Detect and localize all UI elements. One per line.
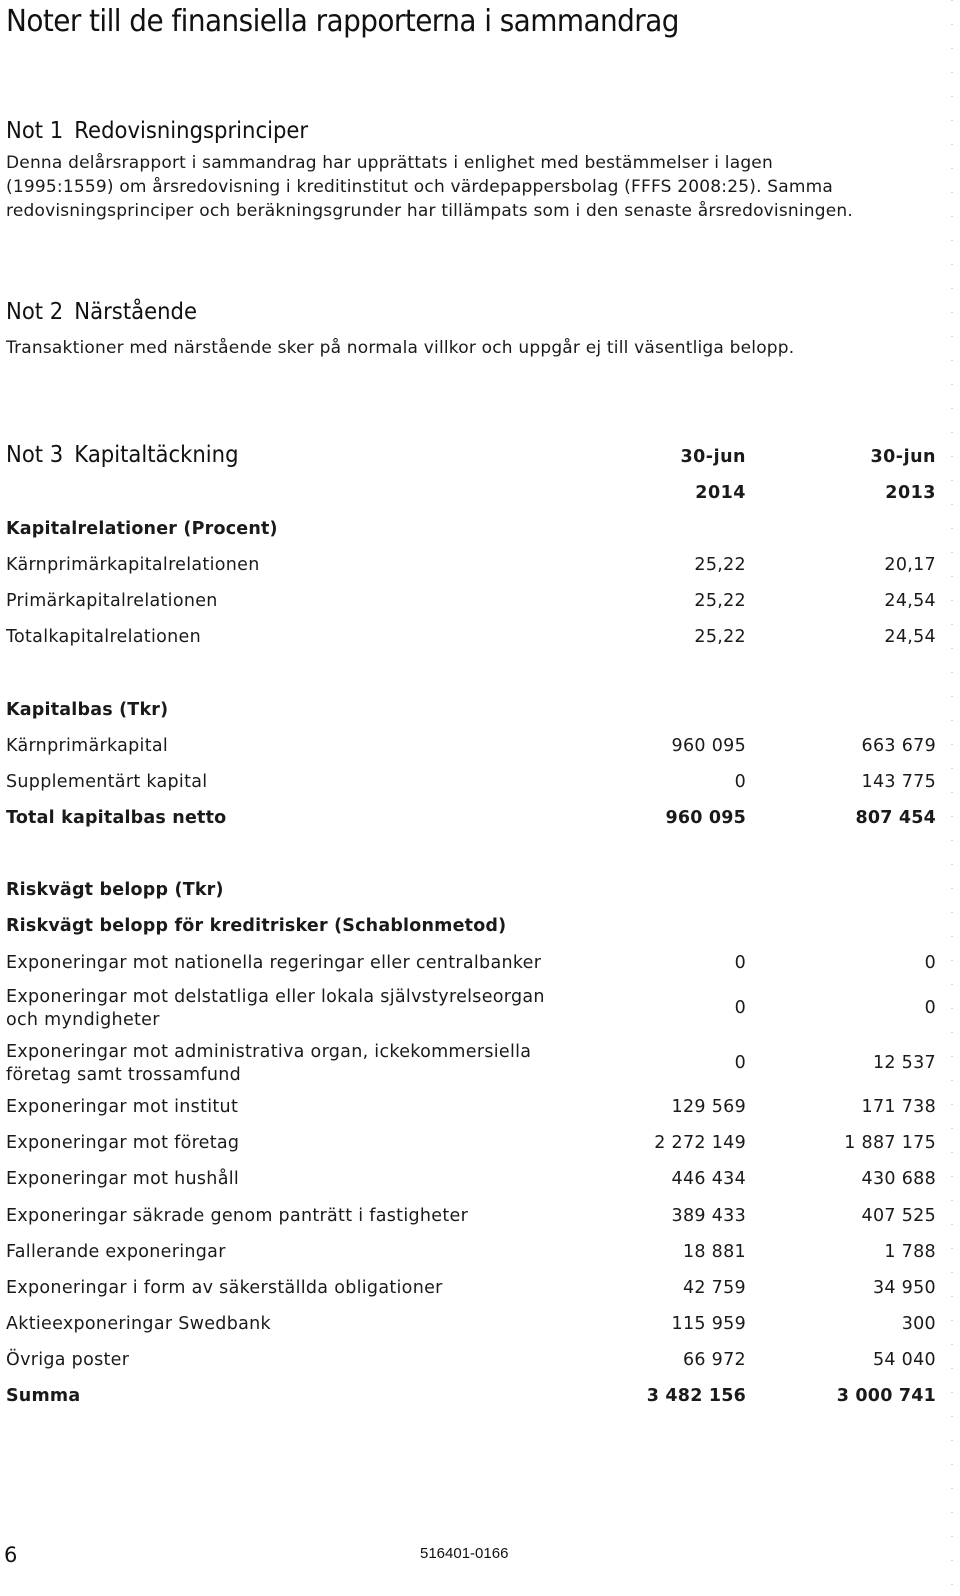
- table-row: [6, 986, 936, 1042]
- value-2013: 3 000 741: [836, 1386, 936, 1406]
- value-2013: 430 688: [861, 1169, 936, 1189]
- row-label: Supplementärt kapital: [6, 772, 208, 792]
- value-2014: 446 434: [671, 1169, 746, 1189]
- right-edge-dotted-line: [951, 0, 953, 1596]
- value-2013: 34 950: [872, 1278, 936, 1298]
- not1-line: Denna delårsrapport i sammandrag har upprättats i enlighet med bestämmelser i lagen: [6, 153, 773, 173]
- value-2013: 171 738: [861, 1097, 936, 1117]
- value-2013: 20,17: [884, 555, 936, 575]
- row-label: Exponeringar mot delstatliga eller lokala självstyrelseorgan och myndigheter: [6, 987, 545, 1030]
- row-label: Kärnprimärkapital: [6, 736, 169, 756]
- row-label: Exponeringar mot institut: [6, 1097, 239, 1117]
- ratios-heading: Kapitalrelationer (Procent): [6, 519, 278, 539]
- not1-line: (1995:1559) om årsredovisning i kreditinstitut och värdepappersbolag (FFFS 2008:25). Samma: [6, 177, 834, 197]
- row-label: Total kapitalbas netto: [6, 808, 227, 828]
- value-2013: 1 887 175: [844, 1133, 936, 1153]
- value-2013: 143 775: [861, 772, 936, 792]
- value-2013: 0: [924, 998, 936, 1018]
- row-label: Kärnprimärkapitalrelationen: [6, 555, 260, 575]
- table-row: [6, 1242, 936, 1278]
- value-2014: 3 482 156: [646, 1386, 746, 1406]
- value-2013: 12 537: [872, 1053, 936, 1073]
- table-row: [6, 1206, 936, 1242]
- not3-heading: [6, 442, 239, 468]
- col-2013-year: 2013: [885, 483, 936, 503]
- org-number: 516401-0166: [420, 1545, 509, 1562]
- value-2014: 0: [734, 1053, 746, 1073]
- value-2013: 1 788: [884, 1242, 936, 1262]
- value-2014: 66 972: [682, 1350, 746, 1370]
- value-2014: 129 569: [671, 1097, 746, 1117]
- table-row: [6, 555, 936, 591]
- base-heading: Kapitalbas (Tkr): [6, 700, 169, 720]
- row-label: Totalkapitalrelationen: [6, 627, 201, 647]
- value-2014: 0: [734, 772, 746, 792]
- table-row: [6, 1169, 936, 1205]
- row-label: Fallerande exponeringar: [6, 1242, 226, 1262]
- value-2014: 18 881: [682, 1242, 746, 1262]
- not2-heading: [6, 299, 197, 325]
- row-label: Övriga poster: [6, 1350, 130, 1370]
- value-2014: 115 959: [671, 1314, 746, 1334]
- value-2014: 960 095: [665, 808, 746, 828]
- table-row: [6, 1278, 936, 1314]
- row-label: Exponeringar mot nationella regeringar eller centralbanker: [6, 953, 542, 973]
- risk-heading: Riskvägt belopp (Tkr): [6, 880, 224, 900]
- value-2013: 24,54: [884, 627, 936, 647]
- row-label: Summa: [6, 1386, 81, 1406]
- not3-number: Not 3: [6, 442, 64, 468]
- value-2014: 0: [734, 953, 746, 973]
- base-total-row: [6, 808, 936, 844]
- not1-heading: [6, 118, 308, 144]
- not2-paragraph: Transaktioner med närstående sker på normala villkor och uppgår ej till väsentliga belopp.: [6, 338, 795, 358]
- row-label: Exponeringar mot hushåll: [6, 1169, 240, 1189]
- not1-number: Not 1: [6, 118, 64, 144]
- table-row: [6, 1314, 936, 1350]
- row-label: Exponeringar mot företag: [6, 1133, 240, 1153]
- value-2013: 54 040: [872, 1350, 936, 1370]
- row-label: Exponeringar säkrade genom panträtt i fastigheter: [6, 1206, 469, 1226]
- value-2013: 407 525: [861, 1206, 936, 1226]
- value-2014: 25,22: [694, 555, 746, 575]
- value-2013: 300: [901, 1314, 936, 1334]
- value-2014: 389 433: [671, 1206, 746, 1226]
- page-title: Noter till de finansiella rapporterna i sammandrag: [6, 4, 679, 39]
- row-label: Aktieexponeringar Swedbank: [6, 1314, 271, 1334]
- value-2013: 663 679: [861, 736, 936, 756]
- value-2013: 24,54: [884, 591, 936, 611]
- risk-total-row: [6, 1386, 936, 1422]
- table-row: [6, 591, 936, 627]
- col-2014-date: 30-jun: [680, 447, 746, 467]
- table-row: [6, 772, 936, 808]
- table-row: [6, 736, 936, 772]
- risk-subheading: Riskvägt belopp för kreditrisker (Schablonmetod): [6, 916, 507, 936]
- not1-paragraph: [6, 151, 951, 223]
- not2-number: Not 2: [6, 299, 64, 325]
- value-2014: 960 095: [671, 736, 746, 756]
- not3-title: Kapitaltäckning: [74, 442, 239, 468]
- row-label: Exponeringar mot administrativa organ, ickekommersiella företag samt trossamfund: [6, 1042, 532, 1085]
- table-row: [6, 627, 936, 663]
- table-row: [6, 953, 936, 989]
- value-2014: 0: [734, 998, 746, 1018]
- table-row: [6, 1350, 936, 1386]
- row-label: Primärkapitalrelationen: [6, 591, 218, 611]
- value-2013: 0: [924, 953, 936, 973]
- col-2014-year: 2014: [695, 483, 746, 503]
- row-label: Exponeringar i form av säkerställda obligationer: [6, 1278, 443, 1298]
- value-2014: 2 272 149: [654, 1133, 746, 1153]
- page-number: 6: [4, 1543, 18, 1567]
- value-2014: 42 759: [682, 1278, 746, 1298]
- table-row: [6, 1133, 936, 1169]
- not1-line: redovisningsprinciper och beräkningsgrunder har tillämpats som i den senaste årsredovisningen.: [6, 201, 854, 221]
- table-row: [6, 1097, 936, 1133]
- value-2013: 807 454: [855, 808, 936, 828]
- value-2014: 25,22: [694, 627, 746, 647]
- not2-title: Närstående: [74, 299, 197, 325]
- table-row: [6, 1041, 936, 1097]
- value-2014: 25,22: [694, 591, 746, 611]
- col-2013-date: 30-jun: [870, 447, 936, 467]
- not1-title: Redovisningsprinciper: [74, 118, 309, 144]
